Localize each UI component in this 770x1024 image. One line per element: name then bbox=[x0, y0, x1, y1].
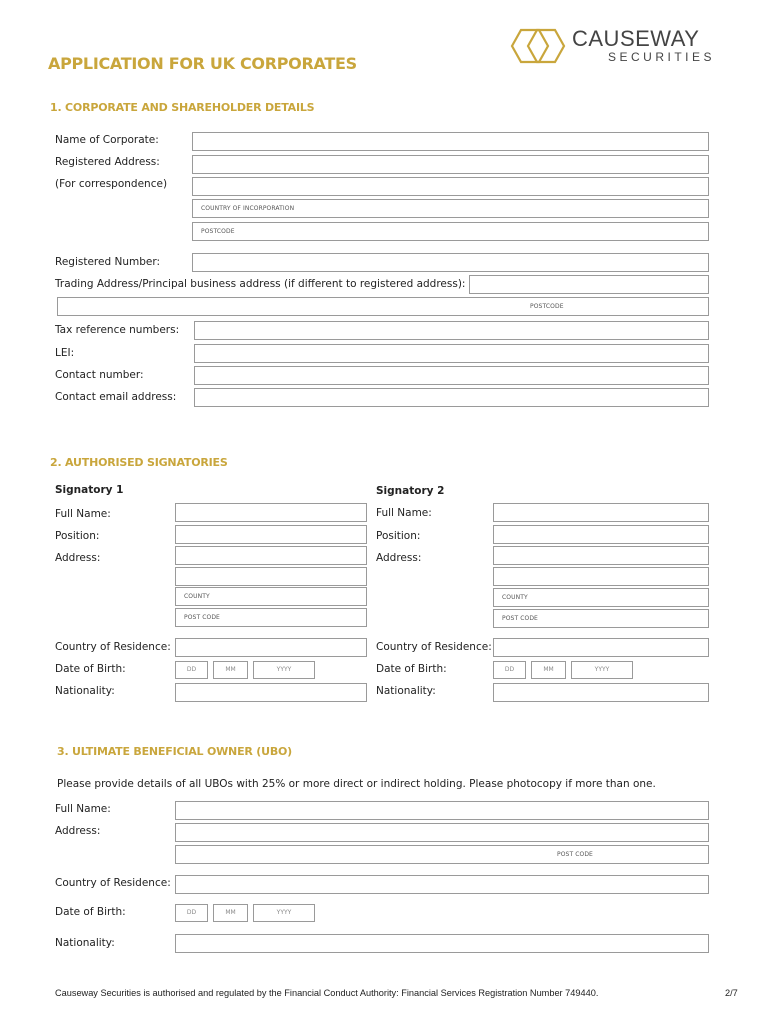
country-of-incorporation-hint: COUNTRY OF INCORPORATION bbox=[201, 205, 295, 212]
sig2-address-label: Address: bbox=[376, 552, 422, 564]
section1-heading: 1. CORPORATE AND SHAREHOLDER DETAILS bbox=[50, 101, 315, 114]
sig2-dob-day[interactable]: DD bbox=[493, 661, 526, 679]
tax-reference-label: Tax reference numbers: bbox=[55, 324, 180, 336]
ubo-full-name-label: Full Name: bbox=[55, 803, 111, 815]
trading-address-input-1[interactable] bbox=[469, 275, 709, 294]
sig1-nationality-label: Nationality: bbox=[55, 685, 115, 697]
sig2-dob-year[interactable]: YYYY bbox=[571, 661, 633, 679]
registered-address-input-1[interactable] bbox=[192, 155, 709, 174]
page-title: APPLICATION FOR UK CORPORATES bbox=[48, 54, 357, 73]
sig1-dob-month[interactable]: MM bbox=[213, 661, 248, 679]
sig1-dob-day[interactable]: DD bbox=[175, 661, 208, 679]
sig1-country-residence-input[interactable] bbox=[175, 638, 367, 657]
ubo-nationality-label: Nationality: bbox=[55, 937, 115, 949]
sig2-country-residence-input[interactable] bbox=[493, 638, 709, 657]
sig2-dob-month[interactable]: MM bbox=[531, 661, 566, 679]
sig2-position-label: Position: bbox=[376, 530, 421, 542]
sig1-country-residence-label: Country of Residence: bbox=[55, 641, 171, 653]
hexagon-logo-icon bbox=[508, 24, 568, 68]
sig2-nationality-input[interactable] bbox=[493, 683, 709, 702]
registered-postcode-input[interactable] bbox=[192, 222, 709, 241]
ubo-country-residence-input[interactable] bbox=[175, 875, 709, 894]
ubo-dob-label: Date of Birth: bbox=[55, 906, 126, 918]
sig1-postcode-hint: POST CODE bbox=[184, 614, 220, 621]
trading-address-label: Trading Address/Principal business address (if different to registered address): bbox=[55, 278, 466, 290]
ubo-address-label: Address: bbox=[55, 825, 101, 837]
sig1-address-input-2[interactable] bbox=[175, 567, 367, 586]
contact-email-input[interactable] bbox=[194, 388, 709, 407]
sig2-dob-label: Date of Birth: bbox=[376, 663, 447, 675]
sig2-county-hint: COUNTY bbox=[502, 594, 528, 601]
sig2-postcode-hint: POST CODE bbox=[502, 615, 538, 622]
page-number: 2/7 bbox=[725, 988, 738, 998]
tax-reference-input[interactable] bbox=[194, 321, 709, 340]
contact-number-label: Contact number: bbox=[55, 369, 144, 381]
ubo-full-name-input[interactable] bbox=[175, 801, 709, 820]
name-of-corporate-label: Name of Corporate: bbox=[55, 134, 159, 146]
registered-address-input-2[interactable] bbox=[192, 177, 709, 196]
signatory1-title: Signatory 1 bbox=[55, 484, 124, 496]
ubo-postcode-input[interactable] bbox=[175, 845, 709, 864]
section2-heading: 2. AUTHORISED SIGNATORIES bbox=[50, 456, 228, 469]
sig1-full-name-input[interactable] bbox=[175, 503, 367, 522]
brand-name: CAUSEWAY bbox=[572, 26, 700, 51]
sig1-address-input-1[interactable] bbox=[175, 546, 367, 565]
sig2-position-input[interactable] bbox=[493, 525, 709, 544]
ubo-nationality-input[interactable] bbox=[175, 934, 709, 953]
ubo-dob-month[interactable]: MM bbox=[213, 904, 248, 922]
sig2-full-name-input[interactable] bbox=[493, 503, 709, 522]
sig1-full-name-label: Full Name: bbox=[55, 508, 111, 520]
contact-email-label: Contact email address: bbox=[55, 391, 177, 403]
ubo-intro: Please provide details of all UBOs with 25% or more direct or indirect holding. Please photocopy if more than one. bbox=[57, 778, 656, 790]
sig2-address-input-1[interactable] bbox=[493, 546, 709, 565]
registered-address-label: Registered Address: bbox=[55, 156, 160, 168]
sig1-address-label: Address: bbox=[55, 552, 101, 564]
trading-address-input-2[interactable] bbox=[57, 297, 709, 316]
signatory2-title: Signatory 2 bbox=[376, 485, 445, 497]
footer-text: Causeway Securities is authorised and regulated by the Financial Conduct Authority: Financial Services Registration Number 749440. bbox=[55, 988, 599, 998]
ubo-postcode-hint: POST CODE bbox=[557, 851, 593, 858]
registered-number-label: Registered Number: bbox=[55, 256, 160, 268]
sig1-county-hint: COUNTY bbox=[184, 593, 210, 600]
registered-number-input[interactable] bbox=[192, 253, 709, 272]
sig1-nationality-input[interactable] bbox=[175, 683, 367, 702]
sig1-position-label: Position: bbox=[55, 530, 100, 542]
trading-postcode-hint: POSTCODE bbox=[530, 303, 564, 310]
ubo-address-input-1[interactable] bbox=[175, 823, 709, 842]
ubo-dob-day[interactable]: DD bbox=[175, 904, 208, 922]
lei-input[interactable] bbox=[194, 344, 709, 363]
name-of-corporate-input[interactable] bbox=[192, 132, 709, 151]
registered-postcode-hint: POSTCODE bbox=[201, 228, 235, 235]
section3-heading: 3. ULTIMATE BENEFICIAL OWNER (UBO) bbox=[57, 745, 293, 758]
contact-number-input[interactable] bbox=[194, 366, 709, 385]
ubo-dob-year[interactable]: YYYY bbox=[253, 904, 315, 922]
sig2-country-residence-label: Country of Residence: bbox=[376, 641, 492, 653]
sig2-address-input-2[interactable] bbox=[493, 567, 709, 586]
sig2-full-name-label: Full Name: bbox=[376, 507, 432, 519]
sig1-dob-year[interactable]: YYYY bbox=[253, 661, 315, 679]
brand-sub: SECURITIES bbox=[608, 50, 716, 64]
sig2-nationality-label: Nationality: bbox=[376, 685, 436, 697]
sig1-position-input[interactable] bbox=[175, 525, 367, 544]
ubo-country-residence-label: Country of Residence: bbox=[55, 877, 171, 889]
lei-label: LEI: bbox=[55, 347, 75, 359]
for-correspondence-label: (For correspondence) bbox=[55, 178, 168, 190]
sig1-dob-label: Date of Birth: bbox=[55, 663, 126, 675]
